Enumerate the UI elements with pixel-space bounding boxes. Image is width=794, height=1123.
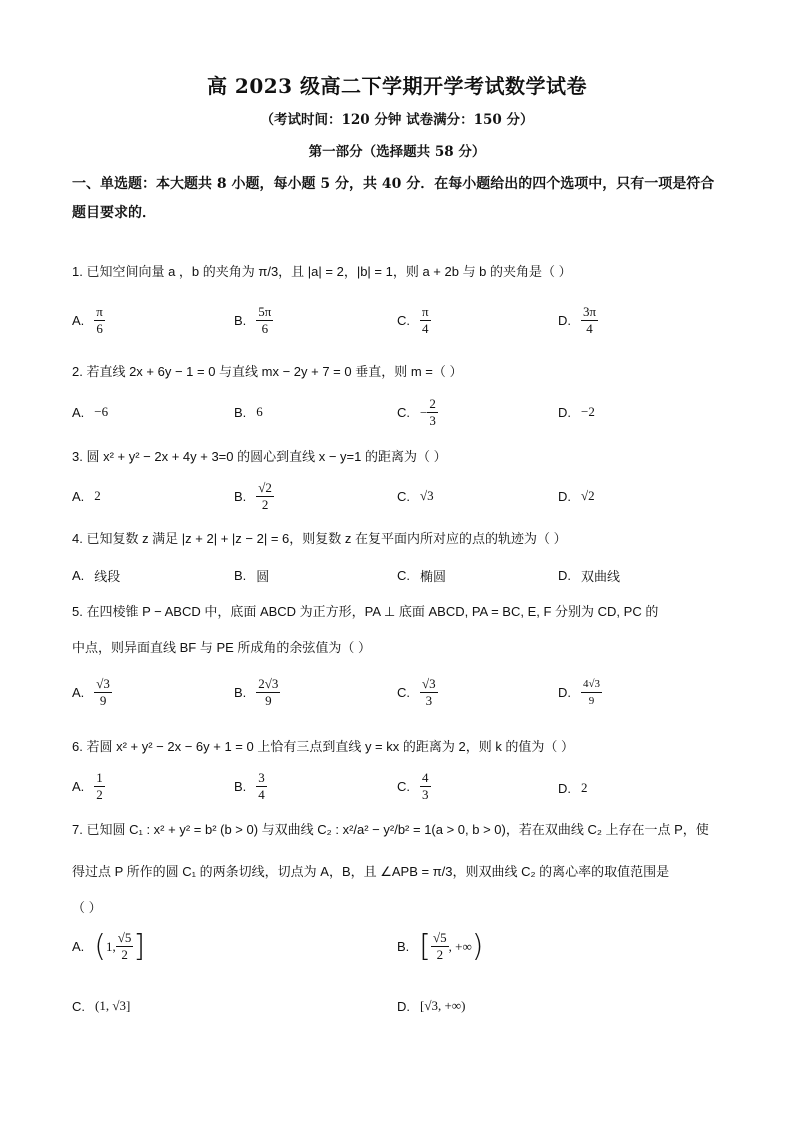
numerator: 1 [96,770,103,785]
question-3-option-b [234,480,274,513]
question-2-option-c [397,396,438,429]
right-bracket: ) [471,928,484,964]
question-3-option-a [72,488,101,504]
numerator: π [96,304,103,319]
question-4-option-b [234,566,269,585]
section-instructions: 一、单选题：本大题共 8 小题，每小题 5 分，共 40 分．在每小题给出的四个选项中，只有一项是符合题目要求的． [72,176,715,221]
option-fraction [256,676,280,709]
option-label: C. [397,405,410,420]
question-1-stem: 1. 已知空间向量 a ，b 的夹角为 π/3，且 |a| = 2，|b| = 1，则 a + 2b 与 b 的夹角是（ ） [72,264,572,279]
denominator: 4 [422,321,429,336]
numerator: √3 [96,676,110,691]
option-value: 2 [94,488,101,503]
option-label: B. [234,489,247,504]
question-4-option-a [72,566,120,585]
exam-title: 高 2023 级高二下学期开学考试数学试卷 [206,74,588,98]
option-label: A. [72,404,85,420]
option-label: A. [72,488,85,504]
option-label: D. [558,685,571,700]
option-fraction [420,676,438,709]
right-bracket: ] [133,928,146,964]
numerator: 5π [258,304,272,319]
option-fraction [420,304,431,337]
option-fraction [581,676,602,709]
numerator: √2 [258,480,272,495]
question-7-option-d [397,998,465,1014]
question-3-stem: 3. 圆 x² + y² − 2x + 4y + 3=0 的圆心到直线 x − y=1 的距离为（ ） [72,449,447,464]
option-label: D. [558,404,571,420]
question-1-option-c [397,304,431,337]
question-7-stem-line-2: 得过点 P 所作的圆 C₁ 的两条切线，切点为 A，B，且 ∠APB = π/3，则双曲线 C₂ 的离心率的取值范围是 [72,864,670,879]
question-6-option-b [234,770,267,803]
option-value: 6 [256,404,263,419]
question-1-option-a [72,304,105,337]
option-value: [√3, +∞) [420,998,466,1013]
option-fraction [256,770,267,803]
denominator: 6 [261,321,269,336]
option-label: B. [234,313,247,328]
option-value: (1, √3] [95,998,131,1013]
option-fraction [256,304,273,337]
question-6-option-a [72,770,105,803]
option-value: √3 [420,488,434,503]
option-value: −6 [94,404,109,419]
denominator: 6 [96,321,103,336]
question-2-option-d [558,404,595,420]
denominator: 9 [265,693,272,708]
option-label: D. [558,568,571,583]
option-label: B. [397,939,410,954]
part-heading: 第一部分（选择题共 58 分） [308,144,486,160]
question-5-stem-line-2: 中点，则异面直线 BF 与 PE 所成角的余弦值为（ ） [72,640,372,655]
option-value: √2 [581,488,595,503]
denominator: 9 [99,693,107,708]
question-6-option-d [558,780,588,796]
left-bracket: [ [419,928,432,964]
option-fraction [94,770,105,803]
question-4-option-d [558,566,620,585]
option-fraction [116,930,134,963]
question-5-option-b [234,676,280,709]
option-label: A. [72,568,85,583]
option-fraction [581,304,598,337]
option-value: 线段 [94,569,121,584]
option-value: 双曲线 [581,569,621,584]
option-fraction [94,304,105,337]
left-bracket: ( [94,928,107,964]
option-label: A. [72,939,85,954]
option-label: B. [234,685,247,700]
option-label: C. [397,313,410,328]
question-3-option-c [397,488,434,504]
denominator: 3 [429,413,436,428]
option-label: D. [558,780,571,796]
question-5-option-d [558,676,602,709]
interval-start: 1, [106,938,116,954]
option-label: D. [558,313,571,328]
question-6-option-c [397,770,431,803]
option-label: C. [397,568,410,583]
question-6-stem: 6. 若圆 x² + y² − 2x − 6y + 1 = 0 上恰有三点到直线 y = kx 的距离为 2，则 k 的值为（ ） [72,739,575,754]
option-label: A. [72,685,85,700]
denominator: 2 [96,787,103,802]
option-label: A. [72,779,85,794]
option-fraction [256,480,274,513]
option-sign: − [420,404,428,420]
numerator: √5 [433,930,447,945]
numerator: 2√3 [258,676,279,691]
question-1-option-b [234,304,273,337]
numerator: 3π [583,304,597,319]
denominator: 2 [436,947,444,962]
option-fraction [431,930,449,963]
option-label: B. [234,404,247,420]
denominator: 4 [258,787,265,802]
numerator: 4√3 [581,676,602,693]
question-2-option-a [72,404,108,420]
option-fraction [427,396,438,429]
option-label: B. [234,568,247,583]
question-1-option-d [558,304,598,337]
question-7-stem-line-3: （ ） [72,900,102,915]
option-label: A. [72,313,85,328]
question-3-option-d [558,488,595,504]
question-7-stem-line-1: 7. 已知圆 C₁ : x² + y² = b² (b > 0) 与双曲线 C₂ : x²/a² − y²/b² = 1(a > 0, b > 0)，若在双曲线 C₂ 上存在一点 P，使 [72,822,709,837]
numerator: 3 [258,770,265,785]
option-fraction [420,770,431,803]
option-label: D. [397,998,410,1014]
option-label: C. [397,685,410,700]
question-7-option-b [397,930,483,963]
interval-end: , +∞ [448,938,472,954]
option-label: C. [397,488,410,504]
denominator: 2 [261,497,269,512]
question-5-stem-line-1: 5. 在四棱锥 P − ABCD 中，底面 ABCD 为正方形，PA ⊥ 底面 ABCD, PA = BC, E, F 分别为 CD, PC 的 [72,604,659,619]
denominator: 4 [586,321,593,336]
denominator: 2 [121,947,128,962]
option-value: 2 [581,780,588,795]
option-fraction [94,676,112,709]
question-5-option-a [72,676,112,709]
denominator: 3 [425,693,433,708]
option-value: −2 [581,404,595,419]
option-label: C. [397,779,410,794]
exam-subtitle: （考试时间：120 分钟 试卷满分：150 分） [260,112,534,128]
question-7-option-a [72,930,145,963]
option-value: 圆 [256,569,270,584]
option-label: B. [234,779,247,794]
option-label: C. [72,998,85,1014]
numerator: 4 [422,770,429,785]
option-label: D. [558,488,571,504]
numerator: π [422,304,429,319]
question-4-stem: 4. 已知复数 z 满足 |z + 2| + |z − 2| = 6，则复数 z 在复平面内所对应的点的轨迹为（ ） [72,531,567,546]
question-7-option-c [72,998,130,1014]
numerator: √3 [422,676,436,691]
question-2-stem: 2. 若直线 2x + 6y − 1 = 0 与直线 mx − 2y + 7 = 0 垂直，则 m =（ ） [72,364,463,379]
numerator: √5 [117,930,132,945]
question-4-option-c [397,566,446,585]
numerator: 2 [429,396,436,411]
denominator: 9 [588,695,595,707]
question-5-option-c [397,676,438,709]
option-value: 椭圆 [420,569,447,584]
denominator: 3 [422,787,429,802]
question-2-option-b [234,404,263,420]
